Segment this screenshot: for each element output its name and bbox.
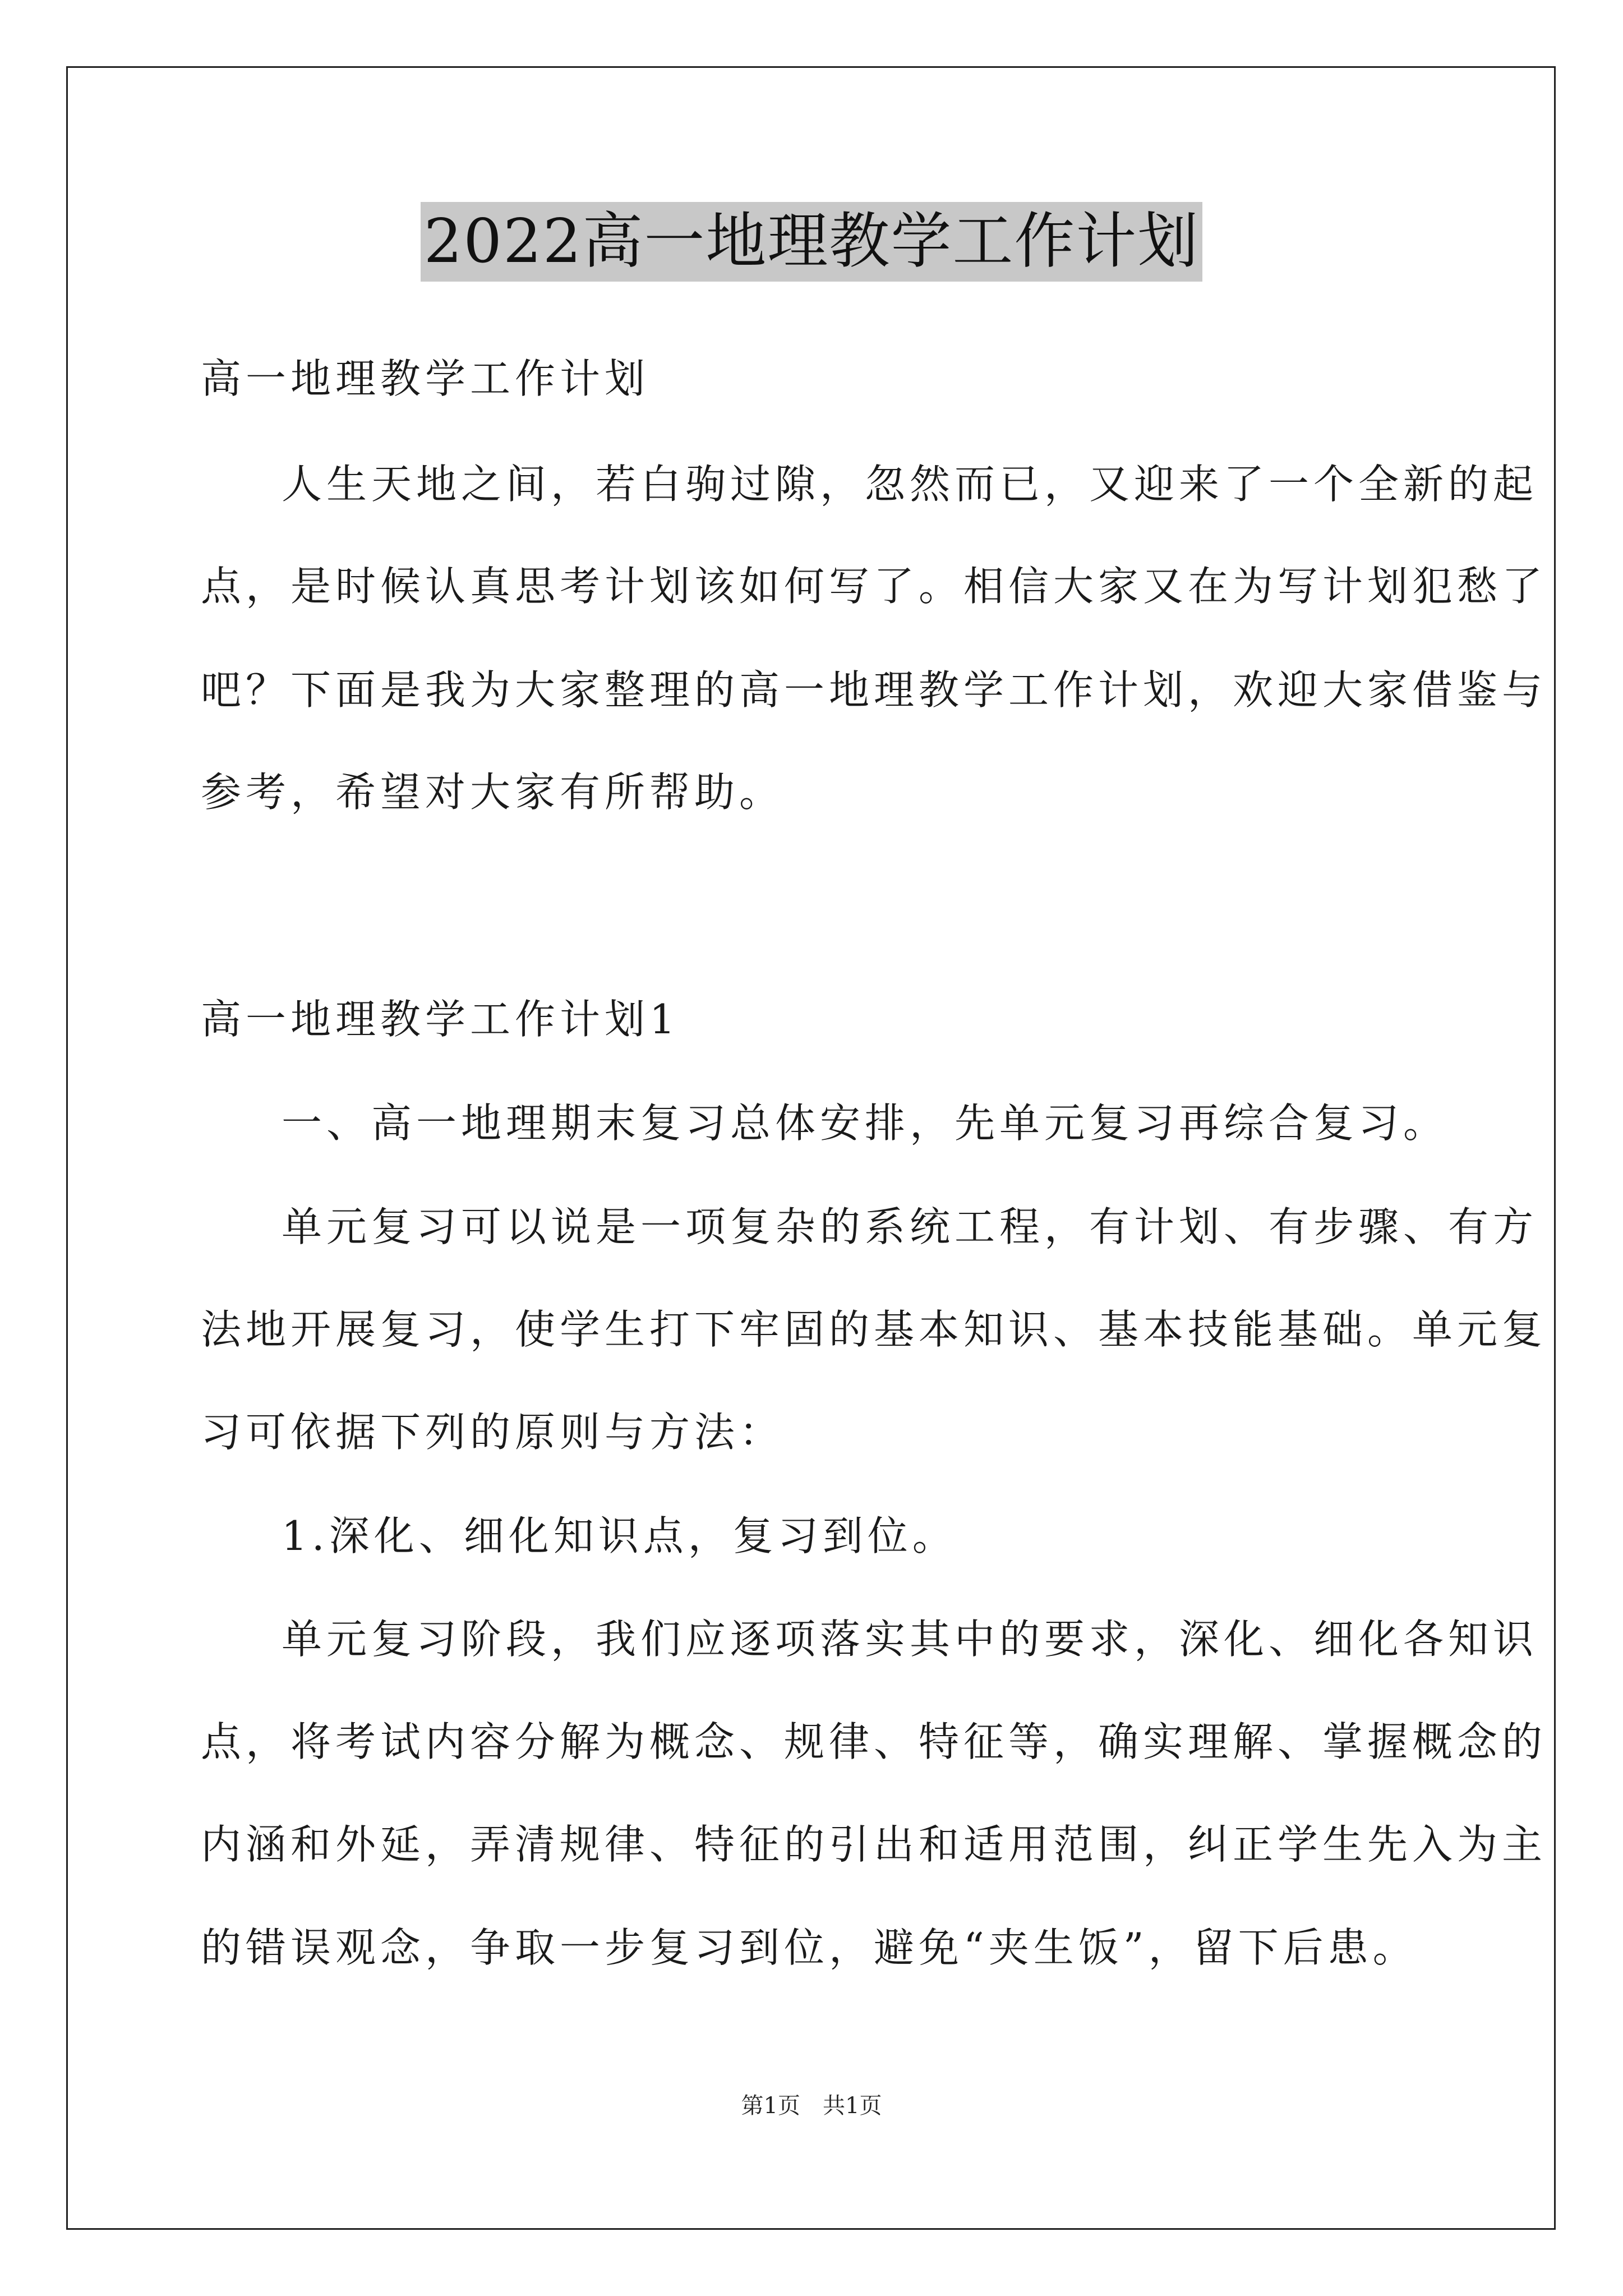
stage-line: 内涵和外延，弄清规律、特征的引出和适用范围，纠正学生先入为主 [201,1821,1547,1868]
unit-review-line: 习可依据下列的原则与方法： [201,1409,785,1456]
intro-line: 吧？下面是我为大家整理的高一地理教学工作计划，欢迎大家借鉴与 [201,666,1547,714]
unit-review-line: 单元复习可以说是一项复杂的系统工程，有计划、有步骤、有方 [282,1203,1538,1250]
page-number: 第1页 共1页 [741,2093,882,2119]
document-title: 2022高一地理教学工作计划 [421,202,1203,282]
intro-line: 点，是时候认真思考计划该如何写了。相信大家又在为写计划犯愁了 [201,563,1547,610]
section-heading: 高一地理教学工作计划1 [201,996,680,1043]
intro-line: 人生天地之间，若白驹过隙，忽然而已，又迎来了一个全新的起 [282,461,1538,508]
stage-line: 单元复习阶段，我们应逐项落实其中的要求，深化、细化各知识 [282,1616,1538,1663]
intro-line: 参考，希望对大家有所帮助。 [201,769,785,816]
document-subtitle: 高一地理教学工作计划 [201,355,650,402]
title-container [0,202,1623,282]
paragraph-point-one: 一、高一地理期末复习总体安排，先单元复习再综合复习。 [282,1099,1449,1147]
list-item-one: 1.深化、细化知识点，复习到位。 [282,1512,957,1559]
stage-line: 点，将考试内容分解为概念、规律、特征等，确实理解、掌握概念的 [201,1718,1547,1765]
unit-review-line: 法地开展复习，使学生打下牢固的基本知识、基本技能基础。单元复 [201,1306,1547,1353]
stage-line: 的错误观念，争取一步复习到位，避免“夹生饭”，留下后患。 [201,1924,1418,1971]
